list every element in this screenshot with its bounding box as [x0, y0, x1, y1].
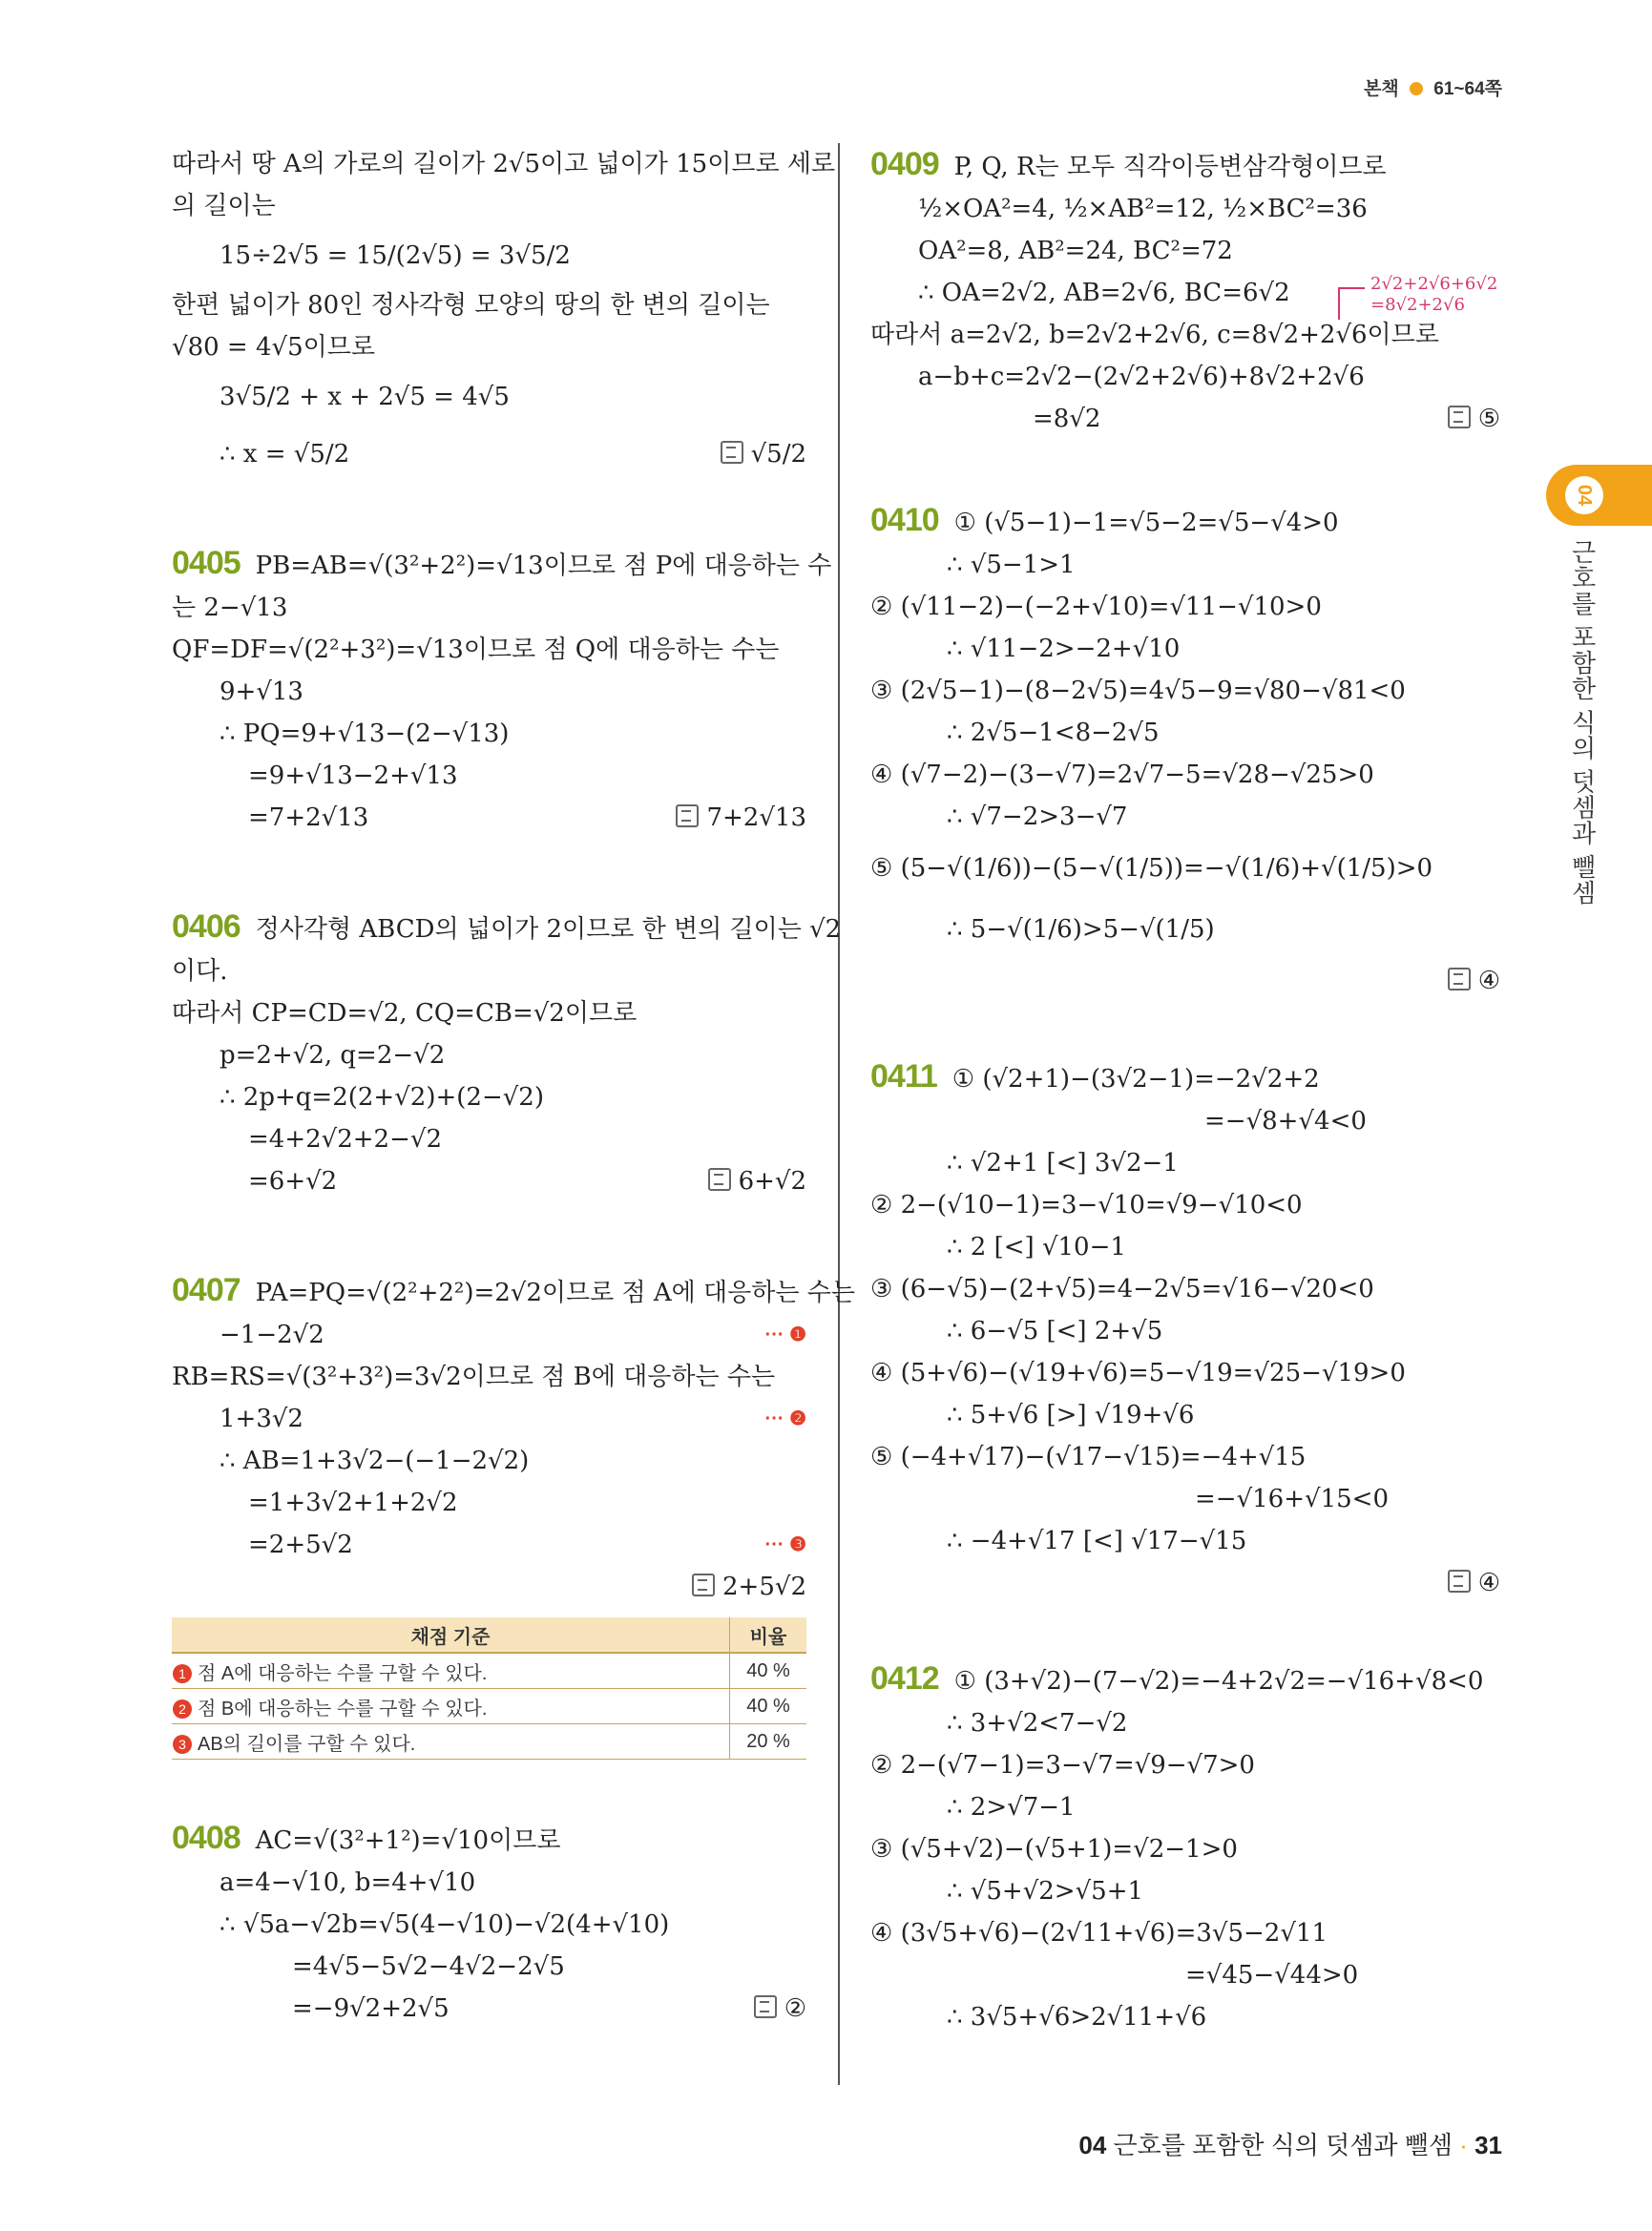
answer-value: ⑤	[1477, 405, 1500, 433]
solution-text: =7+2√13	[248, 803, 369, 832]
solution-line	[870, 499, 1500, 544]
column-divider	[838, 143, 840, 2085]
solution-line: ∴ 5+√6 [>] √19+√6	[947, 1401, 1195, 1429]
solution-line: =−√8+√4<0	[1204, 1107, 1367, 1136]
problem-0408	[172, 1817, 806, 2030]
solution-line: =−√16+√15<0	[1195, 1485, 1389, 1513]
step-3-icon: 3	[173, 1735, 192, 1754]
answer-icon	[708, 1168, 731, 1191]
step-1-icon: 1	[173, 1664, 192, 1683]
answer	[708, 1160, 806, 1202]
answer-icon	[1448, 406, 1471, 428]
solution-text: PB=AB=√(3²+2²)=√13이므로 점 P에 대응하는 수	[255, 552, 832, 580]
answer-icon	[676, 804, 699, 827]
solution-line: ② (√11−2)−(−2+√10)=√11−√10>0	[870, 593, 1322, 621]
solution-line	[172, 1988, 806, 2030]
scoring-header-rate: 비율	[730, 1617, 807, 1653]
footer-chapter-title: 근호를 포함한 식의 덧셈과 뺄셈	[1113, 2131, 1453, 2159]
table-row	[172, 1653, 806, 1689]
solution-line: ④ (5+√6)−(√19+√6)=5−√19=√25−√19>0	[870, 1359, 1406, 1387]
scoring-criteria	[172, 1724, 730, 1760]
answer-value: 2+5√2	[722, 1573, 806, 1601]
solution-line: ∴ PQ=9+√13−(2−√13)	[220, 719, 510, 748]
solution-text: =6+√2	[248, 1167, 338, 1196]
footer-chapter-number: 04	[1078, 2131, 1107, 2159]
solution-line: RB=RS=√(3²+3²)=3√2이므로 점 B에 대응하는 수는	[172, 1363, 776, 1391]
solution-line: ∴ 3√5+√6>2√11+√6	[947, 2003, 1207, 2032]
answer-icon	[721, 441, 743, 464]
solution-text: ① (√2+1)−(3√2−1)=−2√2+2	[951, 1065, 1320, 1094]
header-dot-icon	[1410, 82, 1423, 95]
solution-line	[870, 1658, 1500, 1702]
scoring-rate: 20 %	[730, 1724, 807, 1760]
solution-line: ∴ 2p+q=2(2+√2)+(2−√2)	[220, 1083, 544, 1112]
solution-line: a=4−√10, b=4+√10	[220, 1868, 476, 1897]
step-marker: ··· ❸	[764, 1534, 806, 1555]
solution-line	[870, 272, 1500, 314]
table-row	[172, 1689, 806, 1724]
solution-line: ∴ 6−√5 [<] 2+√5	[947, 1317, 1163, 1345]
solution-line: ∴ 3+√2<7−√2	[947, 1709, 1128, 1738]
answer-value: 6+√2	[738, 1167, 806, 1196]
header-book: 본책	[1364, 79, 1399, 99]
solution-line	[172, 797, 806, 839]
scoring-header-row	[172, 1617, 806, 1653]
solution-line: ∴ √5a−√2b=√5(4−√10)−√2(4+√10)	[220, 1910, 670, 1939]
solution-line: =9+√13−2+√13	[248, 761, 458, 790]
problem-number: 0412	[870, 1660, 939, 1697]
problem-number: 0410	[870, 502, 939, 538]
solution-line	[870, 143, 1500, 188]
solution-line: =4√5−5√2−4√2−2√5	[292, 1952, 565, 1981]
problem-0407	[172, 1269, 856, 1760]
chapter-vertical-title: 근호를 포함한 식의 덧셈과 뺄셈	[1568, 539, 1597, 906]
problem-0412	[870, 1658, 1500, 2038]
solution-text: ① (√5−1)−1=√5−2=√5−√4>0	[953, 509, 1339, 537]
solution-line: ∴ √7−2>3−√7	[947, 803, 1128, 831]
answer	[870, 960, 1500, 1002]
side-note-line: 2√2+2√6+6√2	[1370, 274, 1498, 294]
scoring-rate: 40 %	[730, 1689, 807, 1724]
step-marker: ··· ❶	[764, 1324, 806, 1345]
answer-value: √5/2	[750, 440, 806, 469]
answer-icon	[1448, 968, 1471, 990]
solution-line: ⑤ (5−√(1/6))−(5−√(1/5))=−√(1/6)+√(1/5)>0	[870, 854, 1433, 883]
answer-icon	[1448, 1570, 1471, 1593]
scoring-criteria-text: 점 B에 대응하는 수를 구할 수 있다.	[198, 1698, 488, 1720]
solution-line: ∴ −4+√17 [<] √17−√15	[947, 1527, 1247, 1555]
left-column	[172, 143, 856, 2096]
solution-line: 따라서 땅 A의 가로의 길이가 2√5이고 넓이가 15이므로 세로	[172, 150, 836, 178]
scoring-criteria	[172, 1689, 730, 1724]
scoring-criteria-text: AB의 길이를 구할 수 있다.	[198, 1733, 416, 1755]
solution-line: ⑤ (−4+√17)−(√17−√15)=−4+√15	[870, 1443, 1307, 1471]
solution-line: a−b+c=2√2−(2√2+2√6)+8√2+2√6	[918, 363, 1365, 391]
solution-line	[172, 1314, 806, 1356]
problem-number: 0407	[172, 1272, 240, 1308]
solution-line	[870, 398, 1500, 440]
problem-0410	[870, 499, 1500, 1002]
solution-line: 는 2−√13	[172, 594, 288, 622]
page-header	[1364, 74, 1502, 100]
problem-number: 0406	[172, 908, 240, 945]
page-footer	[1078, 2126, 1502, 2161]
solution-line: ∴ √2+1 [<] 3√2−1	[947, 1149, 1179, 1178]
problem-number: 0408	[172, 1820, 240, 1856]
solution-line: =√45−√44>0	[1185, 1961, 1359, 1990]
answer	[870, 1562, 1500, 1604]
answer-icon	[754, 1995, 777, 2018]
solution-text: =−9√2+2√5	[292, 1994, 450, 2023]
solution-line: 15÷2√5 = 15/(2√5) = 3√5/2	[220, 241, 571, 270]
solution-text: −1−2√2	[220, 1321, 324, 1349]
solution-line: ∴ √5+√2>√5+1	[947, 1877, 1144, 1906]
solution-line	[172, 1269, 856, 1314]
solution-text: =2+5√2	[248, 1531, 353, 1559]
solution-line: 9+√13	[220, 678, 303, 706]
solution-line: ④ (√7−2)−(3−√7)=2√7−5=√28−√25>0	[870, 761, 1374, 789]
answer	[676, 797, 806, 839]
solution-line: ∴ 2 [<] √10−1	[947, 1233, 1126, 1261]
solution-line: 3√5/2 + x + 2√5 = 4√5	[220, 383, 510, 411]
solution-line	[172, 1160, 806, 1202]
answer	[754, 1988, 806, 2030]
solution-line: ½×OA²=4, ½×AB²=12, ½×BC²=36	[918, 195, 1368, 223]
solution-line: =1+3√2+1+2√2	[248, 1489, 458, 1517]
solution-text: 1+3√2	[220, 1405, 303, 1433]
solution-line: 한편 넓이가 80인 정사각형 모양의 땅의 한 변의 길이는	[172, 291, 770, 320]
solution-text: ∴ x = √5/2	[220, 440, 350, 469]
scoring-rate: 40 %	[730, 1653, 807, 1689]
step-2-icon: 2	[173, 1699, 192, 1719]
problem-continued	[172, 143, 836, 483]
answer-value: ④	[1477, 1569, 1500, 1597]
solution-line	[172, 1817, 806, 1862]
answer-value: ④	[1477, 967, 1500, 995]
step-marker: ··· ❷	[764, 1408, 806, 1429]
solution-line: ③ (2√5−1)−(8−2√5)=4√5−9=√80−√81<0	[870, 677, 1406, 705]
side-note	[1370, 274, 1497, 316]
solution-line	[172, 906, 842, 950]
solution-line: ∴ 2>√7−1	[947, 1793, 1076, 1822]
solution-line: p=2+√2, q=2−√2	[220, 1041, 446, 1070]
answer	[172, 1566, 806, 1608]
answer	[721, 426, 806, 483]
side-note-line: =8√2+2√6	[1370, 295, 1465, 315]
answer-value: ②	[784, 1994, 806, 2023]
scoring-criteria-text: 점 A에 대응하는 수를 구할 수 있다.	[198, 1662, 488, 1684]
solution-line: ∴ √11−2>−2+√10	[947, 635, 1181, 663]
solution-line: ③ (6−√5)−(2+√5)=4−2√5=√16−√20<0	[870, 1275, 1374, 1303]
solution-text: P, Q, R는 모두 직각이등변삼각형이므로	[953, 153, 1387, 181]
solution-line	[172, 542, 832, 587]
solution-line	[172, 1524, 806, 1566]
solution-line	[172, 1398, 806, 1440]
scoring-criteria	[172, 1653, 730, 1689]
chapter-tab	[1546, 465, 1652, 526]
solution-line: ∴ AB=1+3√2−(−1−2√2)	[220, 1447, 530, 1475]
solution-line: QF=DF=√(2²+3²)=√13이므로 점 Q에 대응하는 수는	[172, 636, 780, 664]
solution-text: =8√2	[1033, 405, 1101, 433]
answer-value: 7+2√13	[706, 803, 806, 832]
solution-line: ② 2−(√7−1)=3−√7=√9−√7>0	[870, 1751, 1255, 1780]
solution-text: ① (3+√2)−(7−√2)=−4+2√2=−√16+√8<0	[953, 1667, 1484, 1696]
solution-line: ∴ 2√5−1<8−2√5	[947, 719, 1160, 747]
solution-line: 따라서 a=2√2, b=2√2+2√6, c=8√2+2√6이므로	[870, 321, 1439, 349]
problem-0405	[172, 542, 832, 839]
solution-text: AC=√(3²+1²)=√10이므로	[255, 1826, 561, 1855]
solution-line: ② 2−(√10−1)=3−√10=√9−√10<0	[870, 1191, 1303, 1220]
solution-text: ∴ OA=2√2, AB=2√6, BC=6√2	[918, 279, 1290, 307]
problem-0411	[870, 1055, 1500, 1604]
solution-line: ∴ 5−√(1/6)>5−√(1/5)	[947, 915, 1215, 944]
solution-line: ③ (√5+√2)−(√5+1)=√2−1>0	[870, 1835, 1238, 1864]
scoring-table	[172, 1617, 806, 1760]
problem-number: 0409	[870, 146, 939, 182]
solution-line: 의 길이는	[172, 192, 276, 220]
chapter-tab-number: 04	[1565, 476, 1603, 514]
solution-line: √80 = 4√5이므로	[172, 333, 375, 362]
answer	[1448, 398, 1500, 440]
problem-number: 0411	[870, 1058, 937, 1095]
solution-line	[172, 426, 806, 483]
solution-line	[870, 1055, 1500, 1100]
answer-icon	[692, 1574, 715, 1596]
page-number: 31	[1474, 2131, 1502, 2159]
solution-line: 이다.	[172, 957, 228, 986]
solution-line: =4+2√2+2−√2	[248, 1125, 442, 1154]
table-row	[172, 1724, 806, 1760]
header-pages: 61~64쪽	[1433, 79, 1502, 99]
solution-line: OA²=8, AB²=24, BC²=72	[918, 237, 1233, 265]
solution-text: 정사각형 ABCD의 넓이가 2이므로 한 변의 길이는 √2	[255, 915, 842, 944]
solution-line: 따라서 CP=CD=√2, CQ=CB=√2이므로	[172, 999, 638, 1028]
solution-line: ④ (3√5+√6)−(2√11+√6)=3√5−2√11	[870, 1919, 1328, 1948]
right-column	[870, 143, 1500, 2105]
solution-text: PA=PQ=√(2²+2²)=2√2이므로 점 A에 대응하는 수는	[255, 1279, 856, 1307]
problem-0409	[870, 143, 1500, 440]
solution-line: ∴ √5−1>1	[947, 551, 1076, 579]
problem-number: 0405	[172, 545, 240, 581]
problem-0406	[172, 906, 842, 1202]
scoring-header-criteria: 채점 기준	[172, 1617, 730, 1653]
footer-separator: ·	[1459, 2131, 1468, 2159]
